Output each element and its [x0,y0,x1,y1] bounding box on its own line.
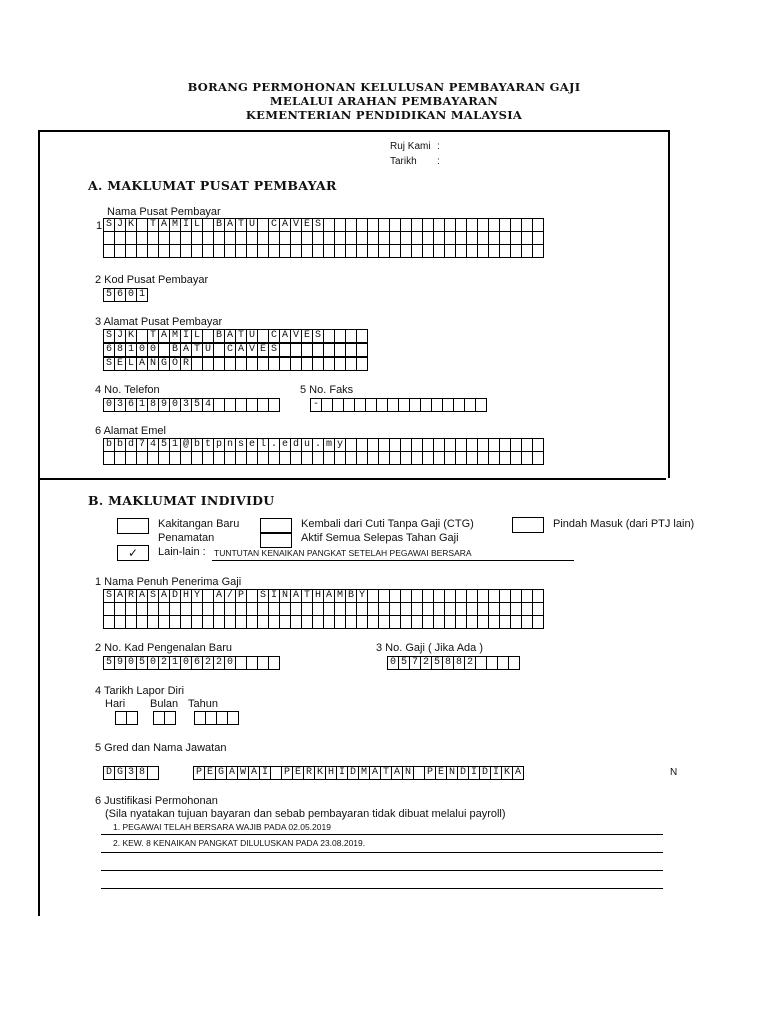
char-box[interactable]: 5 [136,656,148,670]
char-box[interactable]: A [235,343,247,357]
kod-pusat-label: 2 Kod Pusat Pembayar [95,274,209,286]
char-box[interactable]: d [290,438,302,452]
char-box[interactable]: A [290,589,302,603]
char-box[interactable]: G [215,766,227,780]
grid-row [103,438,543,452]
char-box[interactable]: B [169,343,181,357]
char-box[interactable]: 6 [114,288,126,302]
char-box[interactable] [508,656,520,670]
pindah-masuk-label: Pindah Masuk (dari PTJ lain) [553,518,695,530]
char-box[interactable]: 5 [431,656,443,670]
grid-row [103,451,543,465]
char-box[interactable]: . [312,438,324,452]
aktif-semua-label: Aktif Semua Selepas Tahan Gaji [301,532,459,544]
lain-lain-value: TUNTUTAN KENAIKAN PANGKAT SETELAH PEGAWAI BERSARA [214,548,472,558]
char-box[interactable] [532,244,544,258]
char-box[interactable]: 0 [125,656,137,670]
grid-row [310,398,486,412]
char-box[interactable]: 0 [147,656,159,670]
hari-label: Hari [105,698,126,710]
char-box[interactable]: T [380,766,392,780]
char-box[interactable]: S [103,329,115,343]
char-box[interactable]: I [468,766,480,780]
char-box[interactable]: @ [180,438,192,452]
char-box[interactable]: 5 [398,656,410,670]
char-box[interactable]: 4 [202,398,214,412]
char-box[interactable]: H [325,766,337,780]
char-box[interactable]: 0 [180,656,192,670]
section-b-title: B. MAKLUMAT INDIVIDU [88,493,275,508]
char-box[interactable]: 8 [147,398,159,412]
char-box[interactable]: 1 [125,343,137,357]
char-box[interactable]: 2 [420,656,432,670]
char-box[interactable]: 5 [158,438,170,452]
char-box[interactable]: E [114,357,126,371]
char-box[interactable] [147,766,159,780]
char-box[interactable]: 1 [136,398,148,412]
grid-row [103,602,543,616]
char-box[interactable]: . [268,438,280,452]
char-box[interactable]: 8 [453,656,465,670]
hari-grid[interactable] [115,711,137,724]
char-box[interactable]: I [259,766,271,780]
char-box[interactable] [532,231,544,245]
tahun-grid[interactable] [194,711,238,724]
bulan-grid[interactable] [153,711,175,724]
char-box[interactable]: 2 [202,656,214,670]
char-box[interactable]: C [268,218,280,232]
char-box[interactable] [126,711,138,725]
lain-lain-checkbox[interactable]: ✓ [117,545,149,561]
char-box[interactable]: A [279,329,291,343]
alamat-line2-grid[interactable] [103,343,367,356]
char-box[interactable]: 1 [169,438,181,452]
lapor-diri-label: 4 Tarikh Lapor Diri [95,685,185,697]
char-box[interactable]: P [193,766,205,780]
char-box[interactable]: 5 [191,398,203,412]
char-box[interactable]: T [191,343,203,357]
char-box[interactable]: B [213,329,225,343]
lain-lain-underline [212,560,574,561]
gred-label: 5 Gred dan Nama Jawatan [95,742,227,754]
char-box[interactable]: P [281,766,293,780]
form-title-line1: BORANG PERMOHONAN KELULUSAN PEMBAYARAN GAJI [187,80,581,94]
char-box[interactable]: 7 [409,656,421,670]
grid-row [103,615,543,629]
ruj-kami-colon: : [437,141,440,152]
ic-label: 2 No. Kad Pengenalan Baru [95,642,232,654]
char-box[interactable]: D [103,766,115,780]
char-box[interactable]: K [314,766,326,780]
char-box[interactable]: P [424,766,436,780]
char-box[interactable]: 0 [147,343,159,357]
char-box[interactable] [532,615,544,629]
char-box[interactable]: C [224,343,236,357]
char-box[interactable]: D [347,766,359,780]
grid-row [103,288,147,302]
char-box[interactable]: A [323,589,335,603]
char-box[interactable] [356,357,368,371]
char-box[interactable]: 6 [103,343,115,357]
char-box[interactable]: K [125,329,137,343]
alamat-pusat-label: 3 Alamat Pusat Pembayar [95,316,223,328]
char-box[interactable] [532,451,544,465]
lain-lain-label: Lain-lain : [158,546,206,558]
char-box[interactable]: 5 [103,288,115,302]
char-box[interactable]: T [147,218,159,232]
char-box[interactable]: 9 [114,656,126,670]
gred-grid[interactable] [103,766,158,779]
char-box[interactable]: O [169,357,181,371]
char-box[interactable]: M [169,218,181,232]
char-box[interactable] [532,218,544,232]
char-box[interactable]: A [180,343,192,357]
char-box[interactable] [532,589,544,603]
char-box[interactable]: H [180,589,192,603]
grid-row [103,244,543,258]
kakitangan-baru-label: Kakitangan Baru [158,518,240,530]
char-box[interactable]: l [257,438,269,452]
grid-row [103,343,367,357]
grid-row [103,398,279,412]
jawatan-grid[interactable] [193,766,523,779]
char-box[interactable]: E [204,766,216,780]
char-box[interactable]: K [125,218,137,232]
char-box[interactable]: W [237,766,249,780]
grid-row [103,766,158,780]
telefon-label: 4 No. Telefon [95,384,160,396]
char-box[interactable]: I [180,218,192,232]
grid-row [194,711,238,725]
char-box[interactable]: J [114,218,126,232]
char-box[interactable]: A [512,766,524,780]
char-box[interactable]: T [235,329,247,343]
char-box[interactable]: M [334,589,346,603]
grid-row [115,711,137,725]
aktif-semua-checkbox[interactable] [260,532,292,548]
char-box[interactable]: A [136,357,148,371]
char-box[interactable]: S [312,329,324,343]
emel-label: 6 Alamat Emel [95,425,166,437]
char-box[interactable]: S [312,218,324,232]
char-box[interactable]: A [224,218,236,232]
char-box[interactable]: E [435,766,447,780]
char-box[interactable]: 8 [442,656,454,670]
grid-row [103,656,279,670]
char-box[interactable]: V [290,329,302,343]
no-gaji-grid[interactable] [387,656,519,669]
char-box[interactable]: B [345,589,357,603]
char-box[interactable]: 0 [103,398,115,412]
char-box[interactable]: D [169,589,181,603]
grid-row [103,589,543,603]
char-box[interactable]: U [202,343,214,357]
nama-penerima-label: 1 Nama Penuh Penerima Gaji [95,576,242,588]
char-box[interactable]: I [336,766,348,780]
char-box[interactable]: L [125,357,137,371]
tarikh-colon: : [437,156,440,167]
char-box[interactable] [475,398,487,412]
char-box[interactable]: A [158,589,170,603]
justifikasi-label: 6 Justifikasi Permohonan [95,795,218,807]
char-box[interactable]: A [248,766,260,780]
char-box[interactable]: 8 [114,343,126,357]
section-a-title: A. MAKLUMAT PUSAT PEMBAYAR [88,178,337,193]
tahun-label: Tahun [188,698,218,710]
char-box[interactable]: Y [191,589,203,603]
char-box[interactable]: T [301,589,313,603]
alamat-line1-grid[interactable] [103,329,367,342]
char-box[interactable]: I [490,766,502,780]
justifikasi-line-2[interactable] [101,852,663,853]
char-box[interactable]: S [268,343,280,357]
char-box[interactable]: P [235,589,247,603]
char-box[interactable]: 0 [136,343,148,357]
char-box[interactable] [268,656,280,670]
char-box[interactable]: J [114,329,126,343]
justifikasi-item-1: 1. PEGAWAI TELAH BERSARA WAJIB PADA 02.05.2019 [113,822,331,832]
char-box[interactable]: y [334,438,346,452]
nama-pusat-grid[interactable] [103,218,543,257]
char-box[interactable]: 5 [103,656,115,670]
char-box[interactable]: 3 [180,398,192,412]
char-box[interactable]: E [257,343,269,357]
char-box[interactable]: N [402,766,414,780]
faks-grid[interactable] [310,398,486,411]
char-box[interactable]: V [290,218,302,232]
char-box[interactable]: e [246,438,258,452]
char-box[interactable]: 7 [136,438,148,452]
char-box[interactable]: 2 [158,656,170,670]
justifikasi-item-2: 2. KEW. 8 KENAIKAN PANGKAT DILULUSKAN PADA 23.08.2019. [113,838,366,848]
char-box[interactable]: d [125,438,137,452]
grid-row [103,218,543,232]
grid-row [153,711,175,725]
char-box[interactable]: M [169,329,181,343]
char-box[interactable]: V [246,343,258,357]
char-box[interactable]: A [136,589,148,603]
char-box[interactable]: s [235,438,247,452]
jawatan-overflow-char: N [670,767,678,778]
char-box[interactable]: S [257,589,269,603]
char-box[interactable]: 4 [147,438,159,452]
char-box[interactable]: S [103,218,115,232]
char-box[interactable]: e [279,438,291,452]
char-box[interactable]: 2 [464,656,476,670]
char-box[interactable]: m [323,438,335,452]
char-box[interactable]: - [310,398,322,412]
char-box[interactable]: A [158,218,170,232]
char-box[interactable]: R [303,766,315,780]
char-box[interactable]: 1 [136,288,148,302]
kakitangan-baru-checkbox[interactable] [117,518,149,534]
char-box[interactable]: b [191,438,203,452]
char-box[interactable]: T [235,218,247,232]
char-box[interactable]: n [224,438,236,452]
char-box[interactable]: 3 [125,766,137,780]
char-box[interactable]: 8 [136,766,148,780]
grid-row [103,231,543,245]
char-box[interactable]: N [446,766,458,780]
emel-grid[interactable] [103,438,543,464]
char-box[interactable]: D [457,766,469,780]
char-box[interactable]: E [292,766,304,780]
char-box[interactable]: L [191,329,203,343]
grid-row [193,766,523,780]
char-box[interactable]: B [213,218,225,232]
char-box[interactable]: C [268,329,280,343]
char-box[interactable]: R [125,589,137,603]
justifikasi-line-1[interactable] [101,834,663,835]
char-box[interactable]: p [213,438,225,452]
penamatan-label: Penamatan [158,532,215,544]
char-box[interactable]: G [114,766,126,780]
char-box[interactable] [532,602,544,616]
char-box[interactable]: K [501,766,513,780]
justifikasi-line-4[interactable] [101,888,663,889]
form-title-line3: KEMENTERIAN PENDIDIKAN MALAYSIA [245,108,523,122]
bulan-label: Bulan [150,698,179,710]
char-box[interactable]: A [158,329,170,343]
char-box[interactable]: 6 [125,398,137,412]
pindah-masuk-checkbox[interactable] [512,517,544,533]
form-left-border [38,476,40,916]
char-box[interactable]: M [358,766,370,780]
nama-pusat-number: 1 [96,220,103,232]
char-box[interactable]: A [114,589,126,603]
kod-pusat-grid[interactable] [103,288,147,301]
char-box[interactable]: A [391,766,403,780]
char-box[interactable]: 2 [213,656,225,670]
section-divider [38,478,666,480]
char-box[interactable] [268,398,280,412]
char-box[interactable]: b [103,438,115,452]
telefon-grid[interactable] [103,398,279,411]
char-box[interactable]: D [479,766,491,780]
char-box[interactable]: A [369,766,381,780]
char-box[interactable]: A [224,329,236,343]
char-box[interactable]: b [114,438,126,452]
justifikasi-line-3[interactable] [101,870,663,871]
alamat-line3-grid[interactable] [103,357,367,370]
ruj-kami-label: Ruj Kami [390,141,431,152]
char-box[interactable]: / [224,589,236,603]
char-box[interactable]: 0 [387,656,399,670]
char-box[interactable] [227,711,239,725]
form-title-line2: MELALUI ARAHAN PEMBAYARAN [269,94,499,108]
char-box[interactable]: Y [356,589,368,603]
char-box[interactable]: H [312,589,324,603]
char-box[interactable]: 0 [125,288,137,302]
ic-grid[interactable] [103,656,279,669]
char-box[interactable]: I [180,329,192,343]
char-box[interactable]: A [213,589,225,603]
char-box[interactable]: U [246,218,258,232]
char-box[interactable]: E [301,218,313,232]
grid-row [387,656,519,670]
char-box[interactable]: t [202,438,214,452]
char-box[interactable]: 6 [191,656,203,670]
no-gaji-label: 3 No. Gaji ( Jika Ada ) [376,642,483,654]
char-box[interactable]: S [103,589,115,603]
char-box[interactable]: 0 [169,398,181,412]
char-box[interactable]: T [147,329,159,343]
char-box[interactable]: 0 [224,656,236,670]
char-box[interactable]: R [180,357,192,371]
char-box[interactable]: N [147,357,159,371]
char-box[interactable]: I [268,589,280,603]
char-box[interactable]: G [158,357,170,371]
char-box[interactable]: A [279,218,291,232]
char-box[interactable]: U [246,329,258,343]
nama-pusat-label: Nama Pusat Pembayar [107,206,221,218]
char-box[interactable]: u [301,438,313,452]
char-box[interactable]: 3 [114,398,126,412]
justifikasi-note: (Sila nyatakan tujuan bayaran dan sebab pembayaran tidak dibuat melalui payroll) [105,808,506,820]
char-box[interactable] [532,438,544,452]
char-box[interactable]: N [279,589,291,603]
char-box[interactable]: L [191,218,203,232]
char-box[interactable]: S [103,357,115,371]
tarikh-label: Tarikh [390,156,417,167]
nama-penerima-grid[interactable] [103,589,543,628]
faks-label: 5 No. Faks [300,384,354,396]
char-box[interactable]: A [226,766,238,780]
kembali-ctg-label: Kembali dari Cuti Tanpa Gaji (CTG) [301,518,474,530]
char-box[interactable]: S [147,589,159,603]
char-box[interactable]: 9 [158,398,170,412]
grid-row [103,357,367,371]
char-box[interactable]: E [301,329,313,343]
grid-row [103,329,367,343]
char-box[interactable] [164,711,176,725]
char-box[interactable] [356,329,368,343]
char-box[interactable]: 1 [169,656,181,670]
char-box[interactable] [356,343,368,357]
